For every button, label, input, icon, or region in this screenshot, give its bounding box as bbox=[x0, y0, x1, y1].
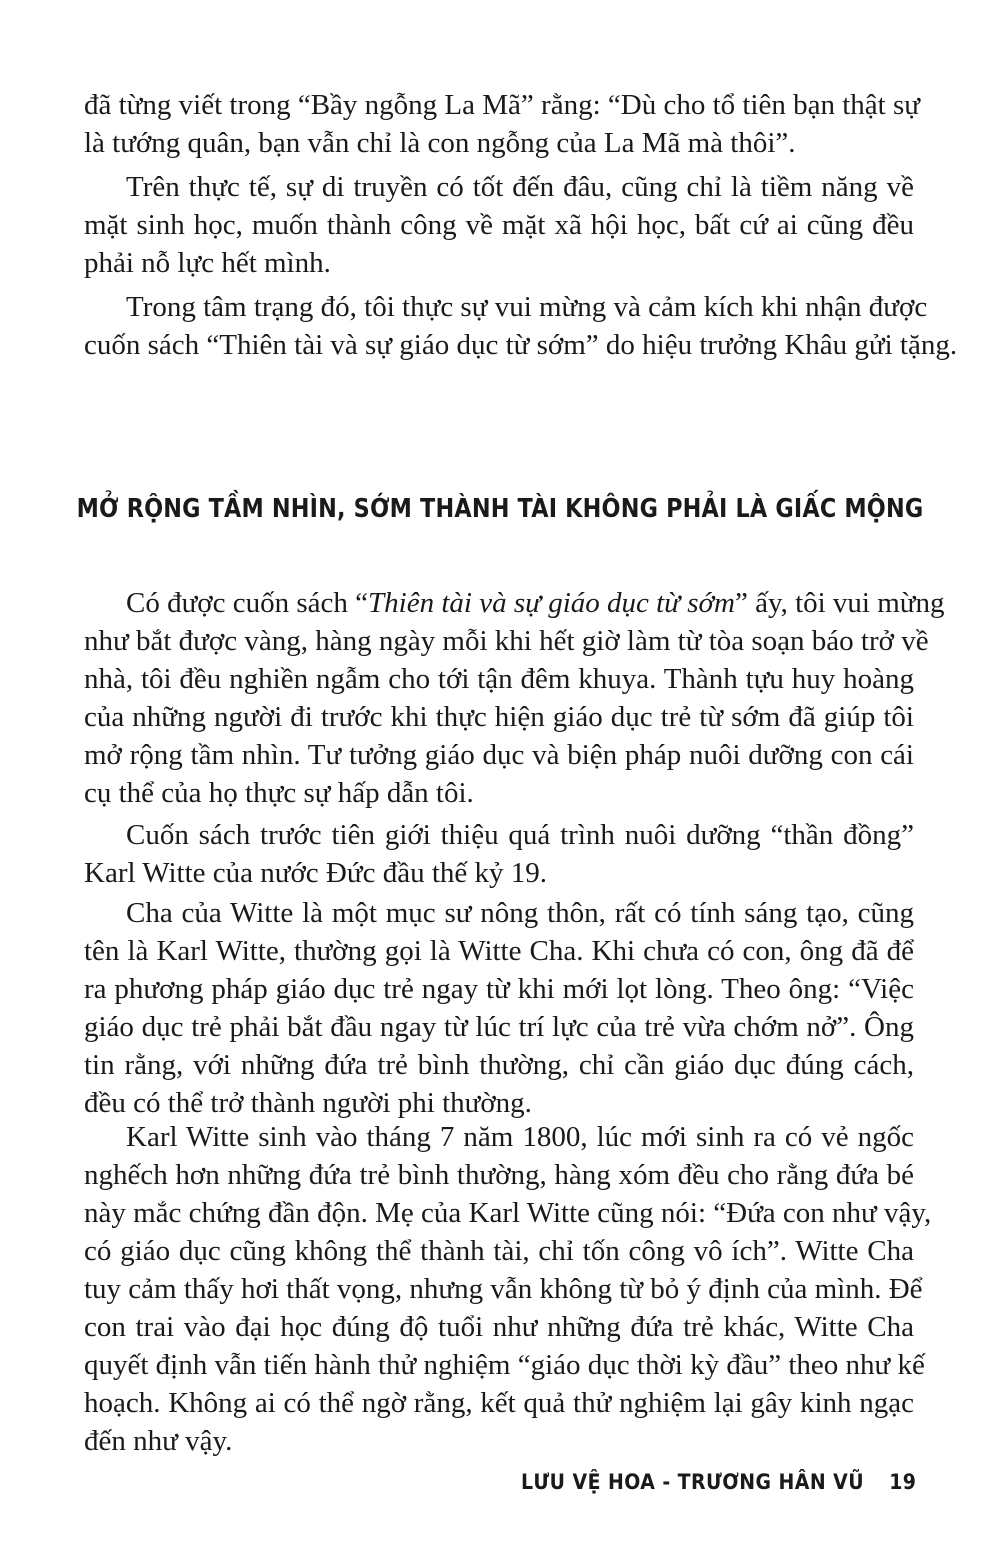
text-line bbox=[84, 584, 945, 622]
text-line: cuốn sách “Thiên tài và sự giáo dục từ sớm” do hiệu trưởng Khâu gửi tặng. bbox=[84, 329, 958, 361]
paragraph-3 bbox=[84, 288, 958, 364]
paragraph-1 bbox=[84, 86, 920, 162]
text-line: Karl Witte sinh vào tháng 7 năm 1800, lúc mới sinh ra có vẻ ngốc bbox=[126, 1121, 914, 1153]
text-line: tên là Karl Witte, thường gọi là Witte Cha. Khi chưa có con, ông đã để bbox=[84, 935, 914, 967]
book-title-italic: Thiên tài và sự giáo dục từ sớm bbox=[368, 587, 735, 619]
text-line: của những người đi trước khi thực hiện giáo dục trẻ từ sớm đã giúp tôi bbox=[84, 701, 914, 733]
text-line: như bắt được vàng, hàng ngày mỗi khi hết giờ làm từ tòa soạn báo trở về bbox=[84, 625, 929, 657]
text-line: cụ thể của họ thực sự hấp dẫn tôi. bbox=[84, 777, 474, 809]
text-line: Trong tâm trạng đó, tôi thực sự vui mừng và cảm kích khi nhận được bbox=[126, 291, 928, 323]
text-line: mặt sinh học, muốn thành công về mặt xã hội học, bất cứ ai cũng đều bbox=[84, 209, 914, 241]
text-line: nghếch hơn những đứa trẻ bình thường, hàng xóm đều cho rằng đứa bé bbox=[84, 1159, 914, 1191]
text-line: con trai vào đại học đúng độ tuổi như những đứa trẻ khác, Witte Cha bbox=[84, 1311, 914, 1343]
text-line: mở rộng tầm nhìn. Tư tưởng giáo dục và biện pháp nuôi dưỡng con cái bbox=[84, 739, 914, 771]
page-number: 19 bbox=[888, 1470, 916, 1494]
footer-authors: LƯU VỆ HOA - TRƯƠNG HÂN VŨ bbox=[520, 1470, 864, 1494]
text-line: đều có thể trở thành người phi thường. bbox=[84, 1087, 532, 1119]
text-line: có giáo dục cũng không thể thành tài, chỉ tốn công vô ích”. Witte Cha bbox=[84, 1235, 914, 1267]
text-line: hoạch. Không ai có thể ngờ rằng, kết quả thử nghiệm lại gây kinh ngạc bbox=[84, 1387, 914, 1419]
text-line: đến như vậy. bbox=[84, 1425, 233, 1457]
text-line: Cha của Witte là một mục sư nông thôn, rất có tính sáng tạo, cũng bbox=[126, 897, 914, 929]
text-line: quyết định vẫn tiến hành thử nghiệm “giáo dục thời kỳ đầu” theo như kế bbox=[84, 1349, 925, 1381]
text-segment: ” ấy, tôi vui mừng bbox=[734, 587, 945, 619]
paragraph-2 bbox=[84, 168, 914, 282]
text-segment: Có được cuốn sách “ bbox=[126, 587, 369, 619]
text-line: nhà, tôi đều nghiền ngẫm cho tới tận đêm khuya. Thành tựu huy hoàng bbox=[84, 663, 914, 695]
paragraph-7 bbox=[84, 1118, 932, 1460]
text-line: tuy cảm thấy hơi thất vọng, nhưng vẫn không từ bỏ ý định của mình. Để bbox=[84, 1273, 923, 1305]
paragraph-6 bbox=[84, 894, 914, 1122]
paragraph-5 bbox=[84, 816, 914, 892]
text-line: giáo dục trẻ phải bắt đầu ngay từ lúc trí lực của trẻ vừa chớm nở”. Ông bbox=[84, 1011, 914, 1043]
text-line: là tướng quân, bạn vẫn chỉ là con ngỗng của La Mã mà thôi”. bbox=[84, 127, 796, 159]
text-line: này mắc chứng đần độn. Mẹ của Karl Witte cũng nói: “Đứa con như vậy, bbox=[84, 1197, 932, 1229]
text-line: đã từng viết trong “Bầy ngỗng La Mã” rằng: “Dù cho tổ tiên bạn thật sự bbox=[84, 89, 920, 121]
text-line: Cuốn sách trước tiên giới thiệu quá trình nuôi dưỡng “thần đồng” bbox=[126, 819, 914, 851]
section-heading: MỞ RỘNG TẦM NHÌN, SỚM THÀNH TÀI KHÔNG PHẢI LÀ GIẤC MỘNG bbox=[76, 494, 924, 524]
text-line: ra phương pháp giáo dục trẻ ngay từ khi mới lọt lòng. Theo ông: “Việc bbox=[84, 973, 914, 1005]
page-footer bbox=[521, 1470, 916, 1494]
text-line: phải nỗ lực hết mình. bbox=[84, 247, 331, 279]
paragraph-4 bbox=[84, 584, 945, 812]
text-line: tin rằng, với những đứa trẻ bình thường, chỉ cần giáo dục đúng cách, bbox=[84, 1049, 914, 1081]
text-line: Trên thực tế, sự di truyền có tốt đến đâu, cũng chỉ là tiềm năng về bbox=[126, 171, 914, 203]
text-line: Karl Witte của nước Đức đầu thế kỷ 19. bbox=[84, 857, 548, 889]
